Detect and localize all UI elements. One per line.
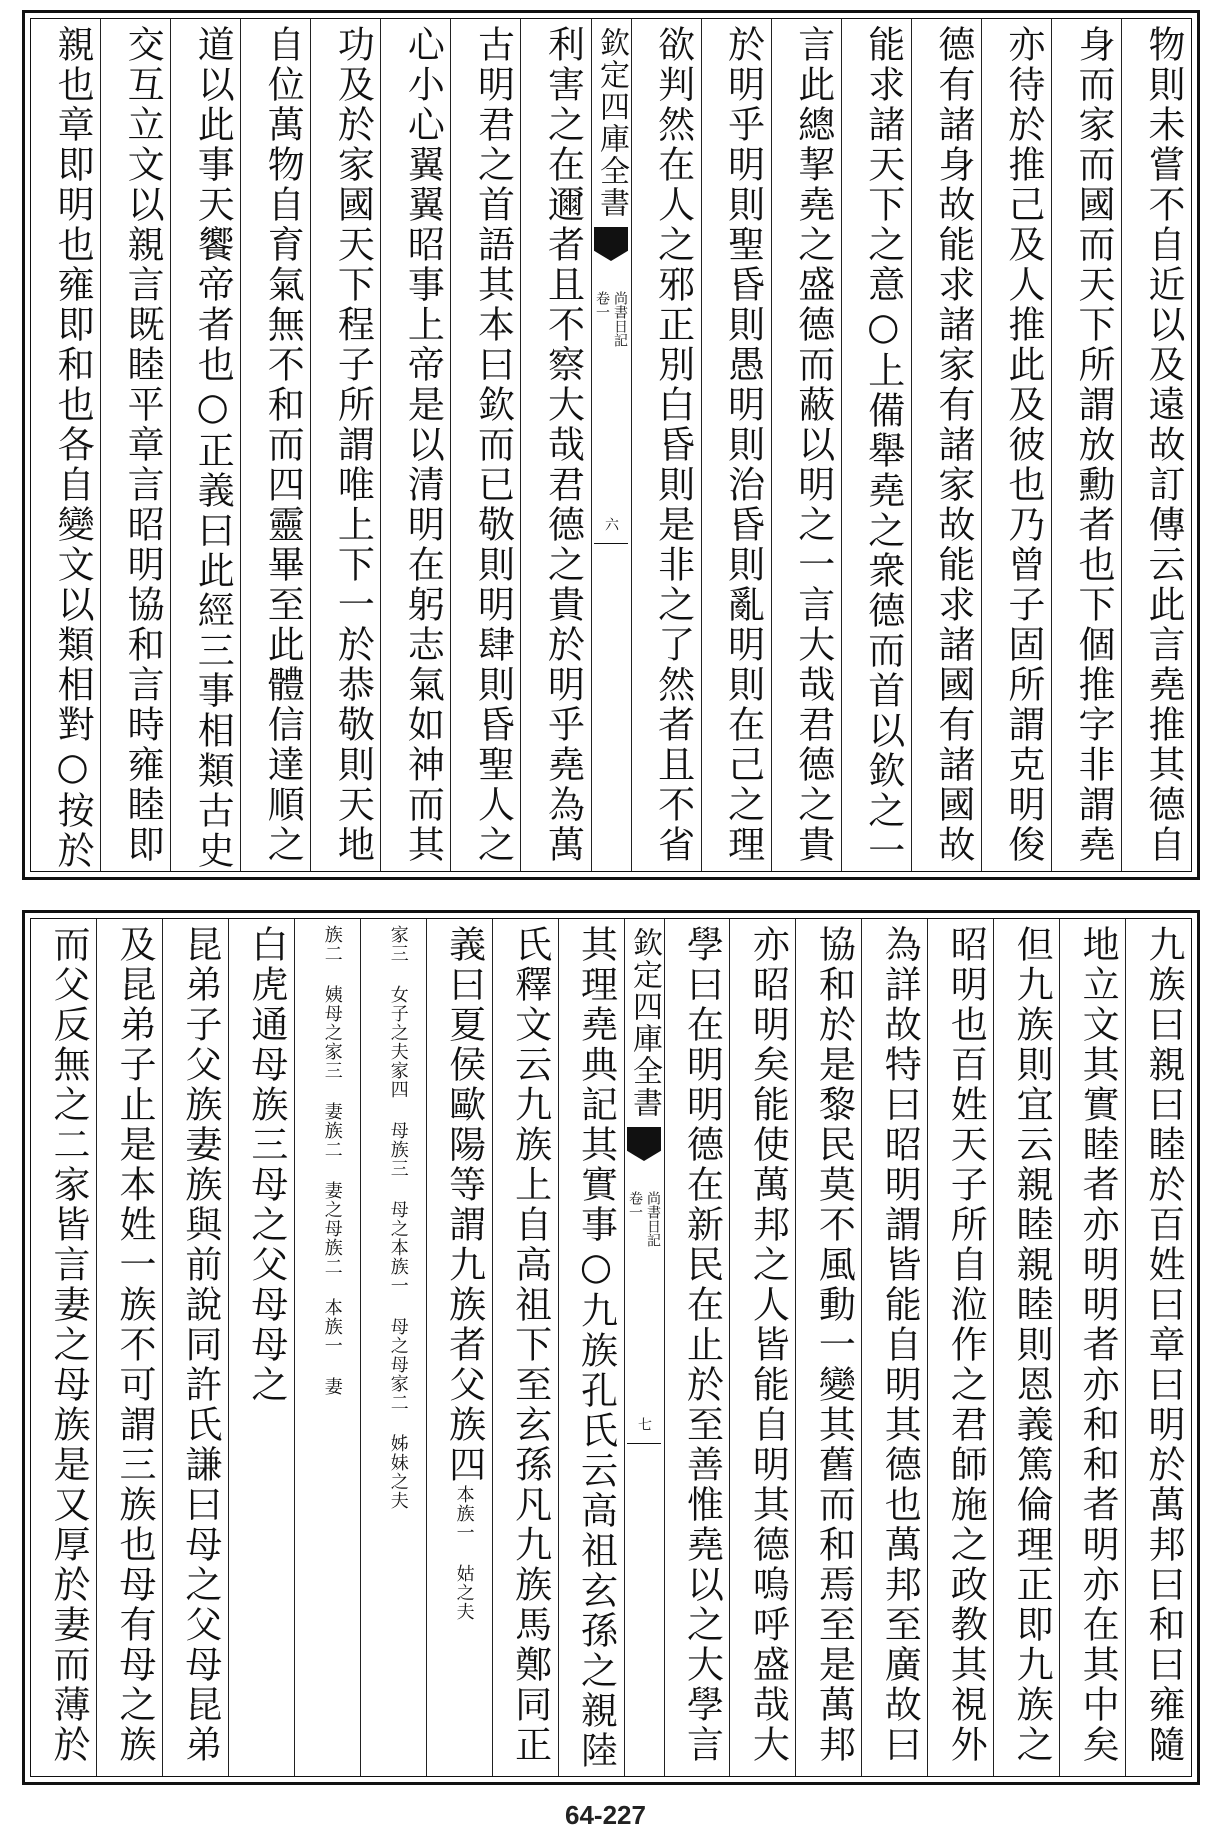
- text-column: 利害之在邇者且不察大哉君德之貴於明乎堯為萬: [520, 19, 590, 871]
- text-column: 能求諸天下之意○上備舉堯之衆德而首以欽之一: [841, 19, 911, 871]
- text-column: 昭明也百姓天子所自涖作之君師施之政教其視外: [927, 919, 993, 1776]
- text-column: 心小心翼翼昭事上帝是以清明在躬志氣如神而其: [380, 19, 450, 871]
- text-column: 亦待於推己及人推此及彼也乃曾子固所謂克明俊: [981, 19, 1051, 871]
- text-column: 親也章即明也雍即和也各自變文以類相對○按於: [51, 25, 95, 871]
- text-column: 協和於是黎民莫不風動一變其舊而和焉至是萬邦: [795, 919, 861, 1776]
- divider: [594, 543, 628, 544]
- text-column: [558, 919, 624, 1776]
- annotation-text: 族二 姨母之家三 妻族二 妻之母族二 本族一 妻: [321, 925, 343, 1396]
- center-fold-column: [624, 919, 664, 1776]
- text-column: [360, 919, 426, 1776]
- top-page-columns: [30, 18, 1192, 872]
- main-text: 義曰夏侯歐陽等謂九族者父族四: [442, 925, 486, 1485]
- text-column: 九族曰親曰睦於百姓曰章曰明於萬邦曰和曰雍隨: [1125, 919, 1191, 1776]
- text-column: 學曰在明明德在新民在止於至善惟堯以之大學言: [664, 919, 730, 1776]
- leaf-number: 七: [636, 1417, 652, 1431]
- fold-meta: [594, 291, 628, 347]
- text-column: 欲判然在人之邪正別白昏則是非之了然者且不省: [631, 19, 701, 871]
- text-column: [228, 919, 294, 1776]
- text-column: 但九族則宜云親睦親睦則恩義篤倫理正即九族之: [993, 919, 1059, 1776]
- text-column: [426, 919, 492, 1776]
- footer-page-number: 64-227: [565, 1800, 646, 1830]
- main-text: 白虎通母族三母之父母母之: [244, 925, 288, 1405]
- text-column: 地立文其實睦者亦明明者亦和和者明亦在其中矣: [1059, 919, 1125, 1776]
- text-column: 身而家而國而天下所謂放勳者也下個推字非謂堯: [1051, 19, 1121, 871]
- annotation-text: 家三 女子之夫家四 母族三 母之本族一 母之母家二 姊妹之夫: [387, 925, 409, 1510]
- volume-label: 卷一: [627, 1191, 643, 1219]
- text-column: 自位萬物自育氣無不和而四靈畢至此體信達順之: [240, 19, 310, 871]
- text-column: 物則未嘗不自近以及遠故訂傳云此言堯推其德自: [1121, 19, 1191, 871]
- bottom-page-panel: [22, 910, 1200, 1785]
- text-column: [162, 919, 228, 1776]
- annotation-text: 本族一 姑之夫: [453, 1485, 475, 1621]
- book-title: 欽定四庫全書: [627, 927, 662, 1119]
- text-column: [492, 919, 558, 1776]
- main-text: 而父反無之二家皆言妻之母族是又厚於妻而薄於: [47, 925, 90, 1765]
- text-column: [294, 919, 360, 1776]
- volume-label: 卷一: [594, 291, 610, 319]
- text-column: 功及於家國天下程子所謂唯上下一於恭敬則天地: [310, 19, 380, 871]
- text-column: [96, 919, 162, 1776]
- main-text: 昆弟子父族妻族與前說同許氏謙曰母之父母昆弟: [178, 925, 222, 1765]
- fishtail-mark-icon: [594, 227, 628, 261]
- book-title: 欽定四庫全書: [594, 27, 629, 219]
- text-column: [31, 919, 96, 1776]
- main-text: 氏釋文云九族上自高祖下至玄孫凡九族馬鄭同正: [508, 925, 552, 1765]
- fold-meta: [627, 1191, 661, 1247]
- center-fold-column: [591, 19, 631, 871]
- text-column: 於明乎明則聖昏則愚明則治昏則亂明則在己之理: [701, 19, 771, 871]
- text-column: 為詳故特曰昭明謂皆能自明其德也萬邦至廣故曰: [861, 919, 927, 1776]
- work-title: 尚書日記: [612, 291, 628, 347]
- text-column: 言此總挈堯之盛德而蔽以明之一言大哉君德之貴: [771, 19, 841, 871]
- leaf-number: 六: [603, 517, 619, 531]
- text-column: 交互立文以親言既睦平章言昭明協和言時雍睦即: [100, 19, 170, 871]
- divider: [627, 1443, 661, 1444]
- main-text: 其理堯典記其實事○九族孔氏云高祖玄孫之親陸: [574, 925, 618, 1771]
- text-column: 德有諸身故能求諸家有諸家故能求諸國有諸國故: [911, 19, 981, 871]
- top-page-panel: [22, 10, 1200, 880]
- bottom-page-columns: [30, 918, 1192, 1777]
- fishtail-mark-icon: [627, 1127, 661, 1161]
- text-column: 古明君之首語其本曰欽而已敬則明肆則昏聖人之: [450, 19, 520, 871]
- work-title: 尚書日記: [645, 1191, 661, 1247]
- main-text: 及昆弟子止是本姓一族不可謂三族也母有母之族: [112, 925, 156, 1765]
- text-column: 道以此事天饗帝者也○正義曰此經三事相類古史: [170, 19, 240, 871]
- text-column: 亦昭明矣能使萬邦之人皆能自明其德嗚呼盛哉大: [729, 919, 795, 1776]
